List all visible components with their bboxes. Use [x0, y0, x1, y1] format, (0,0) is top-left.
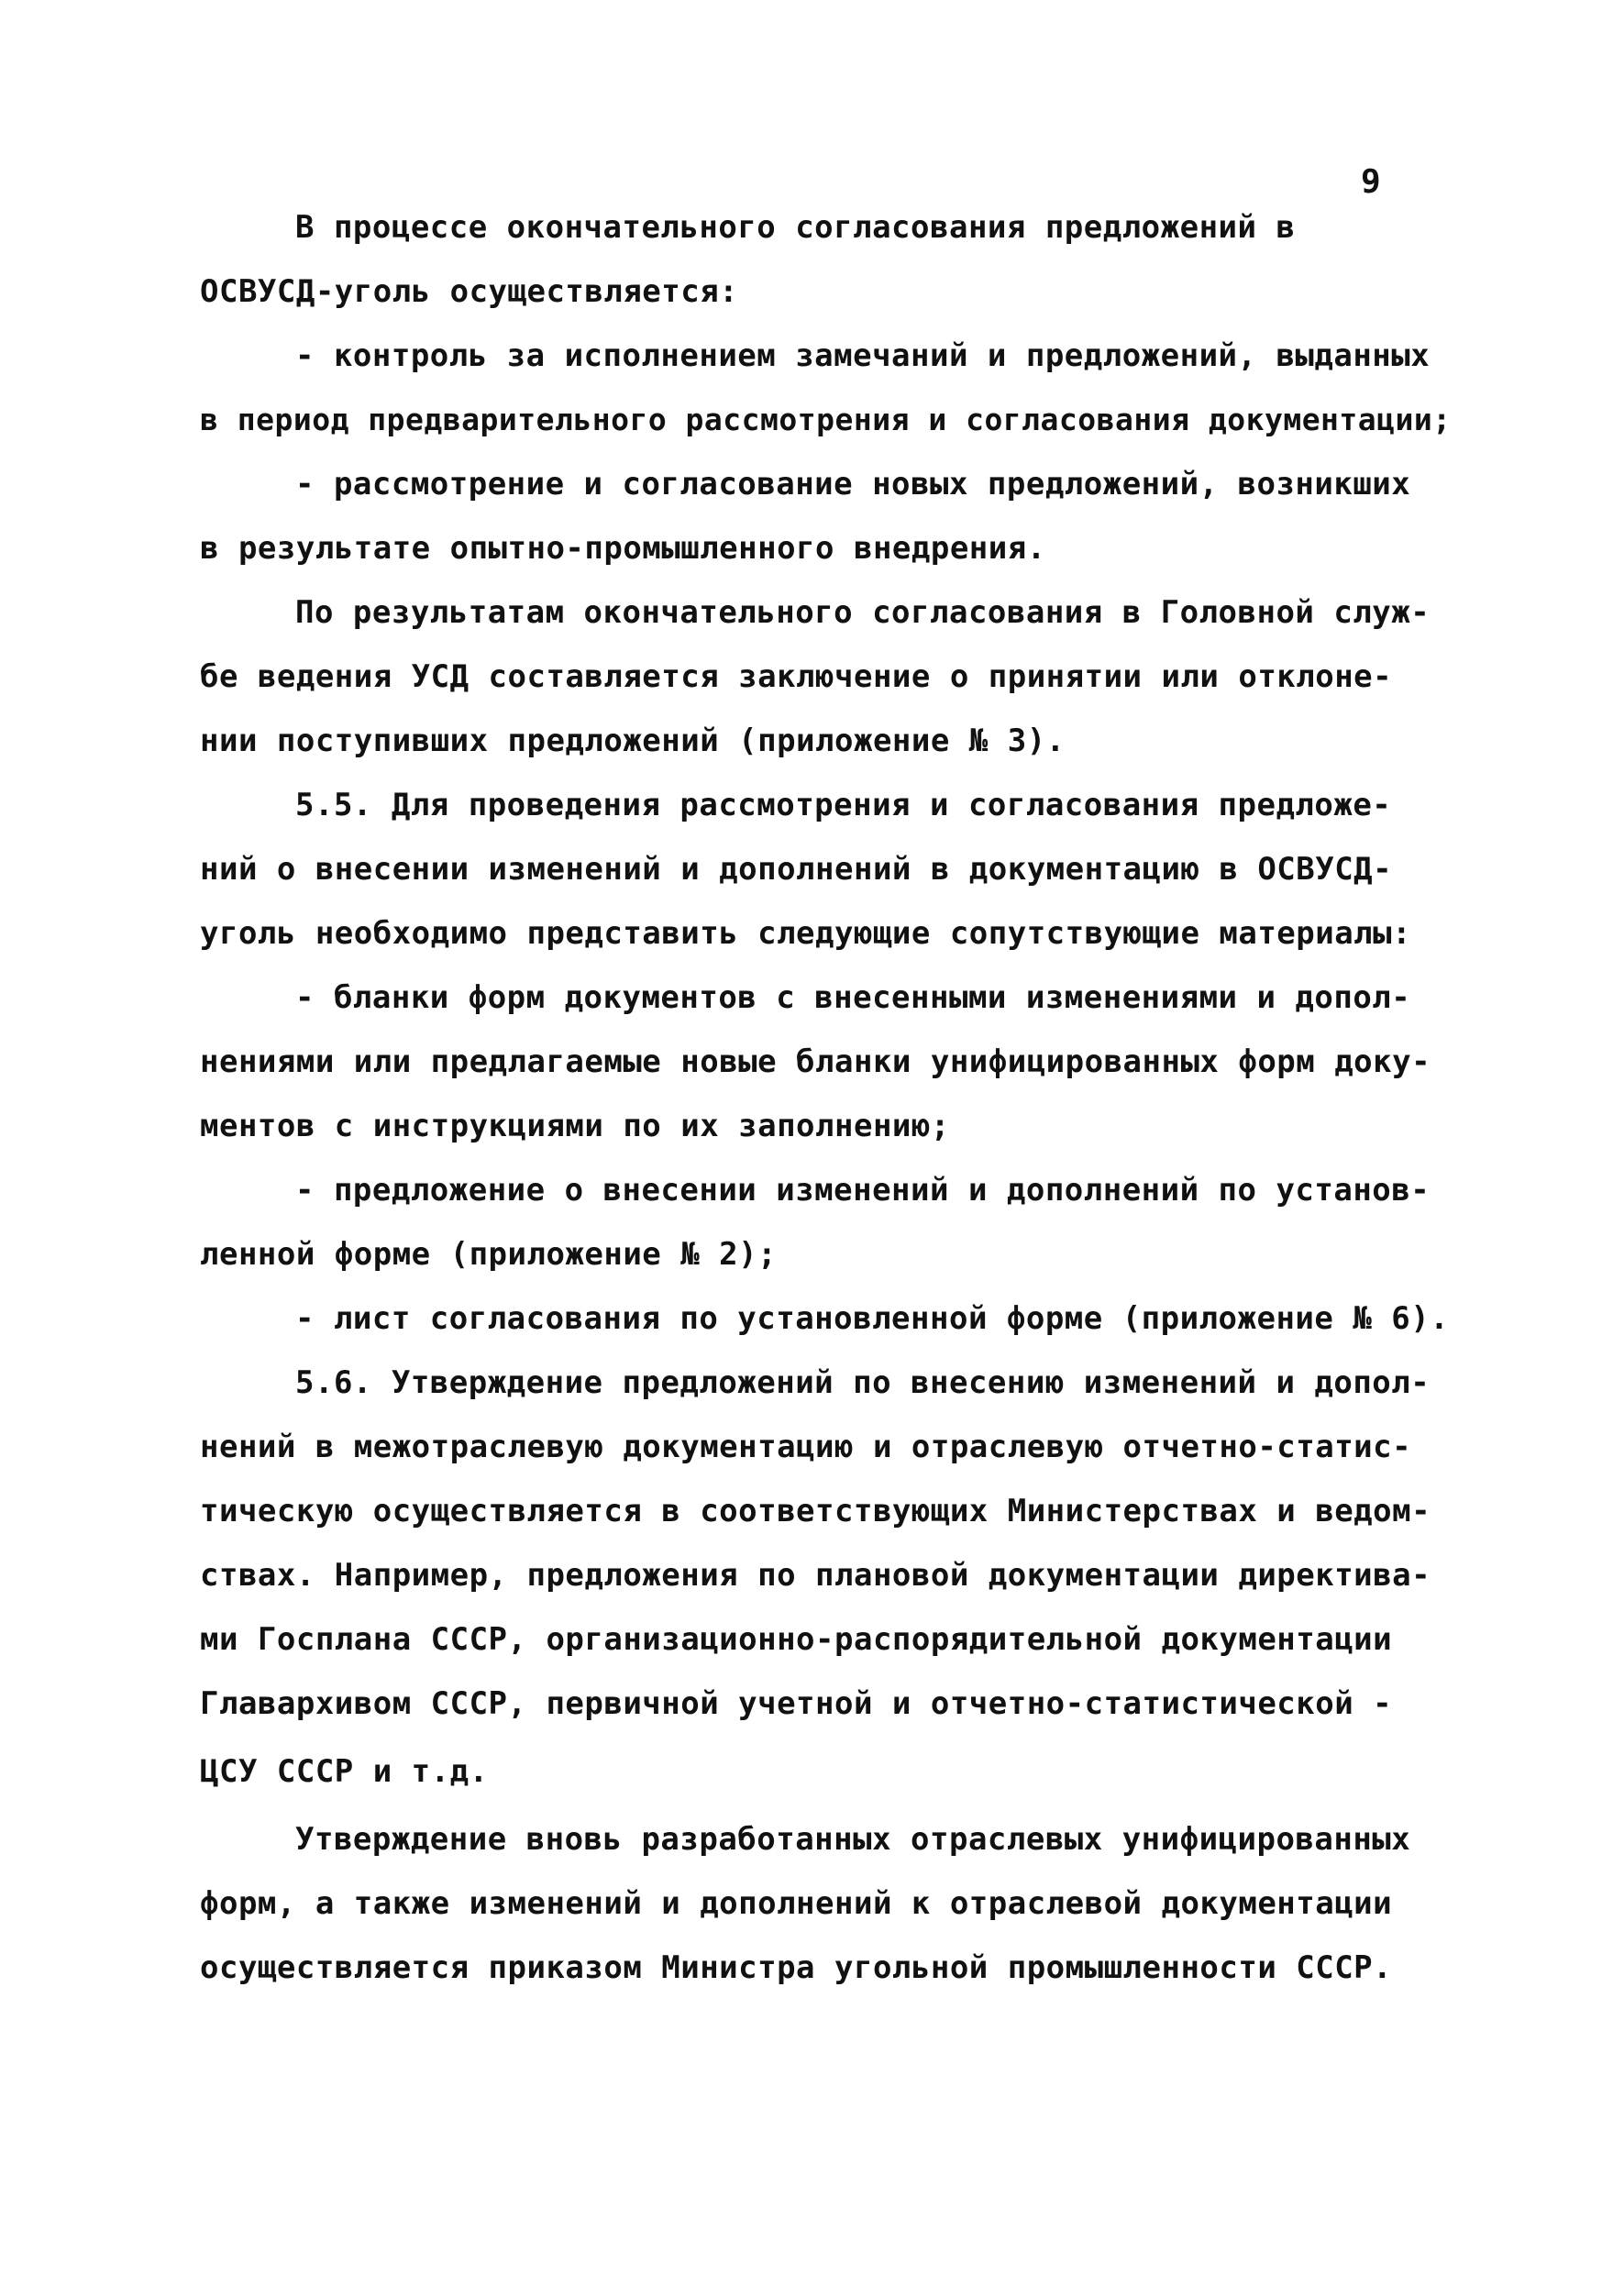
- text-line: в результате опытно-промышленного внедрения.: [200, 530, 1046, 567]
- text-line: ний о внесении изменений и дополнений в документацию в ОСВУСД-: [200, 851, 1393, 888]
- text-line: ментов с инструкциями по их заполнению;: [200, 1108, 950, 1144]
- text-line: ЦСУ СССР и т.д.: [200, 1753, 489, 1790]
- text-line: осуществляется приказом Министра угольной промышленности СССР.: [200, 1949, 1393, 1986]
- text-line: бе ведения УСД составляется заключение о принятии или отклоне-: [200, 658, 1393, 695]
- text-line: ленной форме (приложение № 2);: [200, 1236, 778, 1273]
- text-line: - контроль за исполнением замечаний и предложений, выданных: [295, 337, 1431, 374]
- text-line: 5.5. Для проведения рассмотрения и согласования предложе-: [295, 787, 1392, 823]
- text-line: Утверждение вновь разработанных отраслевых унифицированных: [295, 1821, 1411, 1858]
- text-line: Главархивом СССР, первичной учетной и отчетно-статистической -: [200, 1685, 1393, 1722]
- text-line: нениями или предлагаемые новые бланки унифицированных форм доку-: [200, 1043, 1431, 1080]
- text-line: - рассмотрение и согласование новых предложений, возникших: [295, 466, 1411, 502]
- text-line: ОСВУСД-уголь осуществляется:: [200, 273, 739, 310]
- text-line: форм, а также изменений и дополнений к отраслевой документации: [200, 1885, 1393, 1922]
- text-line: нии поступивших предложений (приложение № 3).: [200, 723, 1066, 759]
- text-line: тическую осуществляется в соответствующих Министерствах и ведом-: [200, 1493, 1431, 1529]
- page-number: 9: [1361, 163, 1381, 201]
- text-line: уголь необходимо представить следующие сопутствующие материалы:: [200, 915, 1412, 952]
- text-line: В процессе окончательного согласования предложений в: [295, 209, 1296, 246]
- text-line: - бланки форм документов с внесенными изменениями и допол-: [295, 979, 1411, 1016]
- text-line: - предложение о внесении изменений и дополнений по установ-: [295, 1172, 1431, 1209]
- text-line: в период предварительного рассмотрения и согласования документации;: [200, 402, 1452, 437]
- text-line: 5.6. Утверждение предложений по внесению изменений и допол-: [295, 1364, 1431, 1401]
- text-line: - лист согласования по установленной форме (приложение № 6).: [295, 1300, 1450, 1337]
- text-line: ствах. Например, предложения по плановой документации директива-: [200, 1557, 1431, 1594]
- text-line: По результатам окончательного согласования в Головной служ-: [295, 594, 1431, 631]
- text-line: ми Госплана СССР, организационно-распорядительной документации: [200, 1621, 1393, 1658]
- text-line: нений в межотраслевую документацию и отраслевую отчетно-статис-: [200, 1429, 1412, 1465]
